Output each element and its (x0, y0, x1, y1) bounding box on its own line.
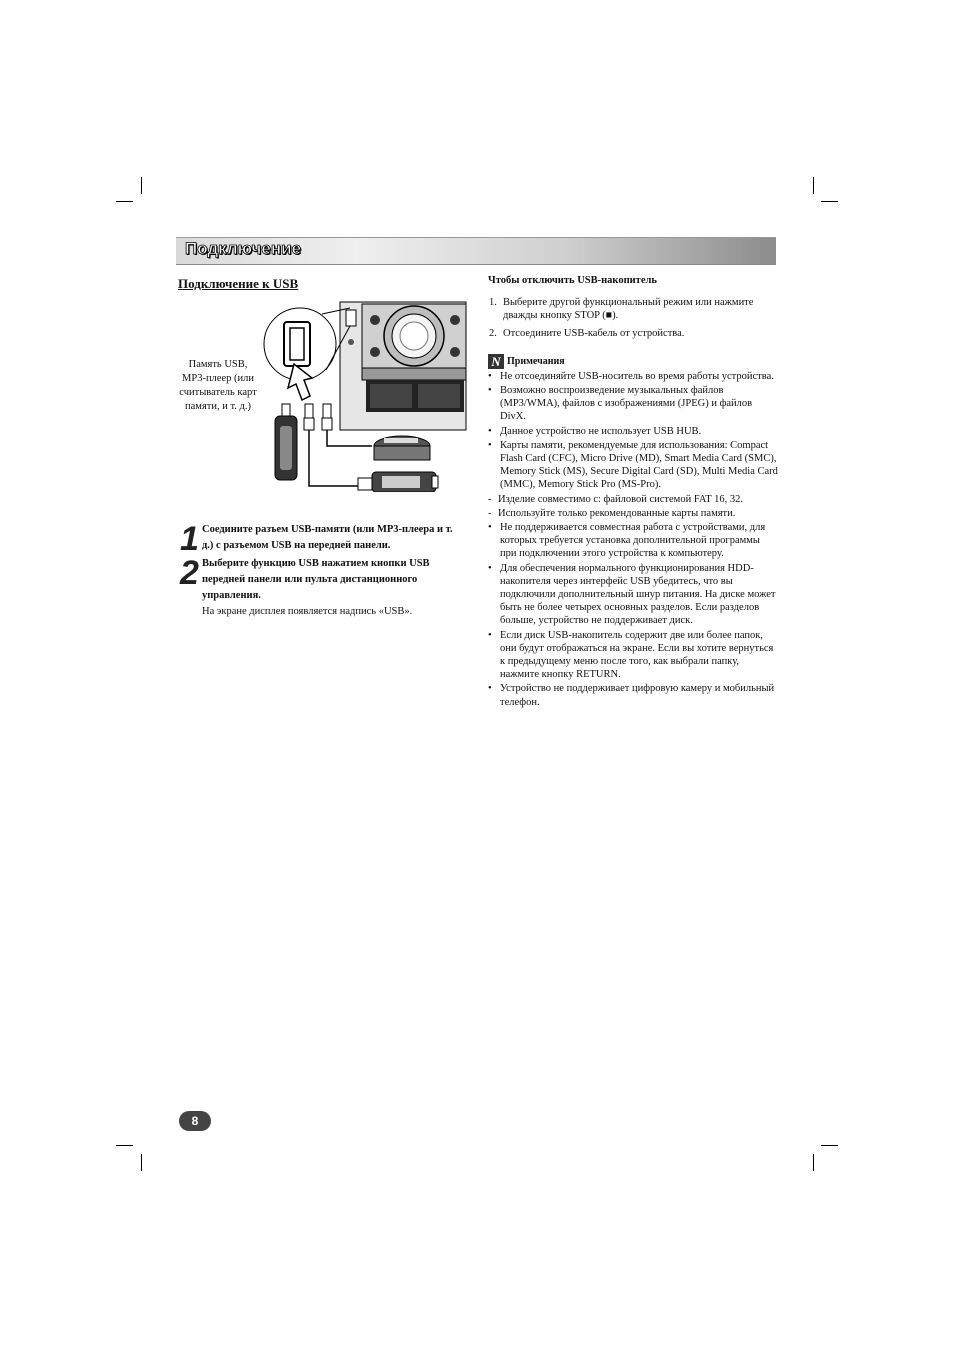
bullet: - (488, 493, 492, 505)
page-title: Подключение (185, 239, 302, 258)
list-item (488, 493, 778, 506)
list-item (488, 384, 778, 424)
item-number: 2. (489, 327, 497, 339)
crop-mark (116, 201, 133, 202)
list-item (488, 562, 778, 628)
note-icon: N (488, 354, 504, 369)
list-item (488, 296, 778, 322)
item-text: Возможно воспроизведение музыкальных файлов (MP3/WMA), файлов с изображениями (JPEG) и файлов DivX. (500, 385, 753, 423)
item-text: Не отсоединяйте USB-носитель во время работы устройства. (500, 370, 774, 382)
crop-mark (821, 201, 838, 202)
page-number-badge (179, 1111, 211, 1131)
item-text: Карты памяти, рекомендуемые для использования: Compact Flash Card (CFC), Micro Drive (MD), Smart Media Card (SMC), Memory Stick (MS), Secure Digital Card (SD), Multi Media Card (MMC), Memory Stick Pro (MS-Pro). (500, 439, 778, 491)
item-text: Изделие совместимо с: файловой системой FAT 16, 32. (498, 493, 744, 505)
figure-caption: Память USB, MP3-плеер (или считыватель карт памяти, и т. д.) (179, 359, 257, 412)
item-text: Отсоедините USB-кабель от устройства. (503, 327, 685, 339)
page-number: 8 (191, 1114, 199, 1128)
disconnect-list (488, 296, 778, 340)
bullet: • (488, 522, 492, 534)
bullet: • (488, 562, 492, 574)
notes-heading (488, 354, 778, 369)
item-text: Данное устройство не использует USB HUB. (500, 425, 702, 437)
list-item (488, 425, 778, 438)
bullet: • (488, 385, 492, 397)
list-item (488, 521, 778, 561)
step-text: Выберите функцию USB нажатием кнопки USB передней панели или пульта дистанционного управления. (202, 558, 430, 601)
steps-list (180, 522, 465, 620)
item-number: 1. (489, 297, 497, 309)
right-column (488, 274, 778, 710)
step-number: 2 (180, 554, 199, 592)
step-note: На экране дисплея появляется надпись «USB». (202, 606, 413, 617)
disconnect-title: Чтобы отключить USB-накопитель (488, 275, 657, 286)
usb-connection-illustration (262, 300, 468, 492)
step-text: Соедините разъем USB-памяти (или MP3-плеера и т. д.) с разъемом USB на передней панели. (202, 524, 453, 551)
step-number: 1 (180, 520, 199, 558)
crop-mark (813, 1154, 814, 1171)
step-1 (180, 520, 465, 558)
list-item (488, 629, 778, 682)
bullet: • (488, 425, 492, 437)
item-text: Устройство не поддерживает цифровую камеру и мобильный телефон. (500, 683, 775, 708)
bullet: • (488, 683, 492, 695)
item-text: Используйте только рекомендованные карты памяти. (498, 507, 736, 519)
bullet: • (488, 629, 492, 641)
section-subtitle: Подключение к USB (178, 276, 299, 291)
list-item (488, 682, 778, 708)
crop-mark (116, 1145, 133, 1146)
card-reader-icon (374, 436, 430, 460)
device-front-panel (340, 302, 466, 430)
crop-mark (141, 1154, 142, 1171)
usb-stick-icon (275, 404, 297, 480)
bullet: • (488, 439, 492, 451)
bullet: - (488, 507, 492, 519)
crop-mark (141, 177, 142, 194)
step-2 (180, 556, 465, 620)
item-text: Для обеспечения нормального функционирования HDD-накопителя через интерфейс USB убедитесь, что вы подключили дополнительный шнур питания. На диске может быть не более четырех основных разделов. Если разделов больше, устройство не поддерживает диск. (500, 562, 776, 627)
crop-mark (821, 1145, 838, 1146)
mp3-player-icon (358, 472, 438, 492)
item-text: Выберите другой функциональный режим или нажмите дважды кнопку STOP (■). (503, 297, 754, 322)
item-text: Если диск USB-накопитель содержит две или более папок, они будут отображаться на экране. Если вы хотите вернуться к предыдущему меню после того, как выбрали папку, нажмите кнопку RETURN. (500, 629, 774, 681)
list-item (488, 507, 778, 520)
section-header-bar (176, 237, 776, 265)
list-item (488, 327, 778, 340)
notes-list (488, 370, 778, 709)
notes-title: Примечания (507, 355, 565, 367)
item-text: Не поддерживается совместная работа с устройствами, для которых требуется установка дополнительной программы при подключении этого устройства к компьютеру. (500, 522, 766, 560)
crop-mark (813, 177, 814, 194)
list-item (488, 439, 778, 492)
bullet: • (488, 370, 492, 382)
list-item (488, 370, 778, 383)
